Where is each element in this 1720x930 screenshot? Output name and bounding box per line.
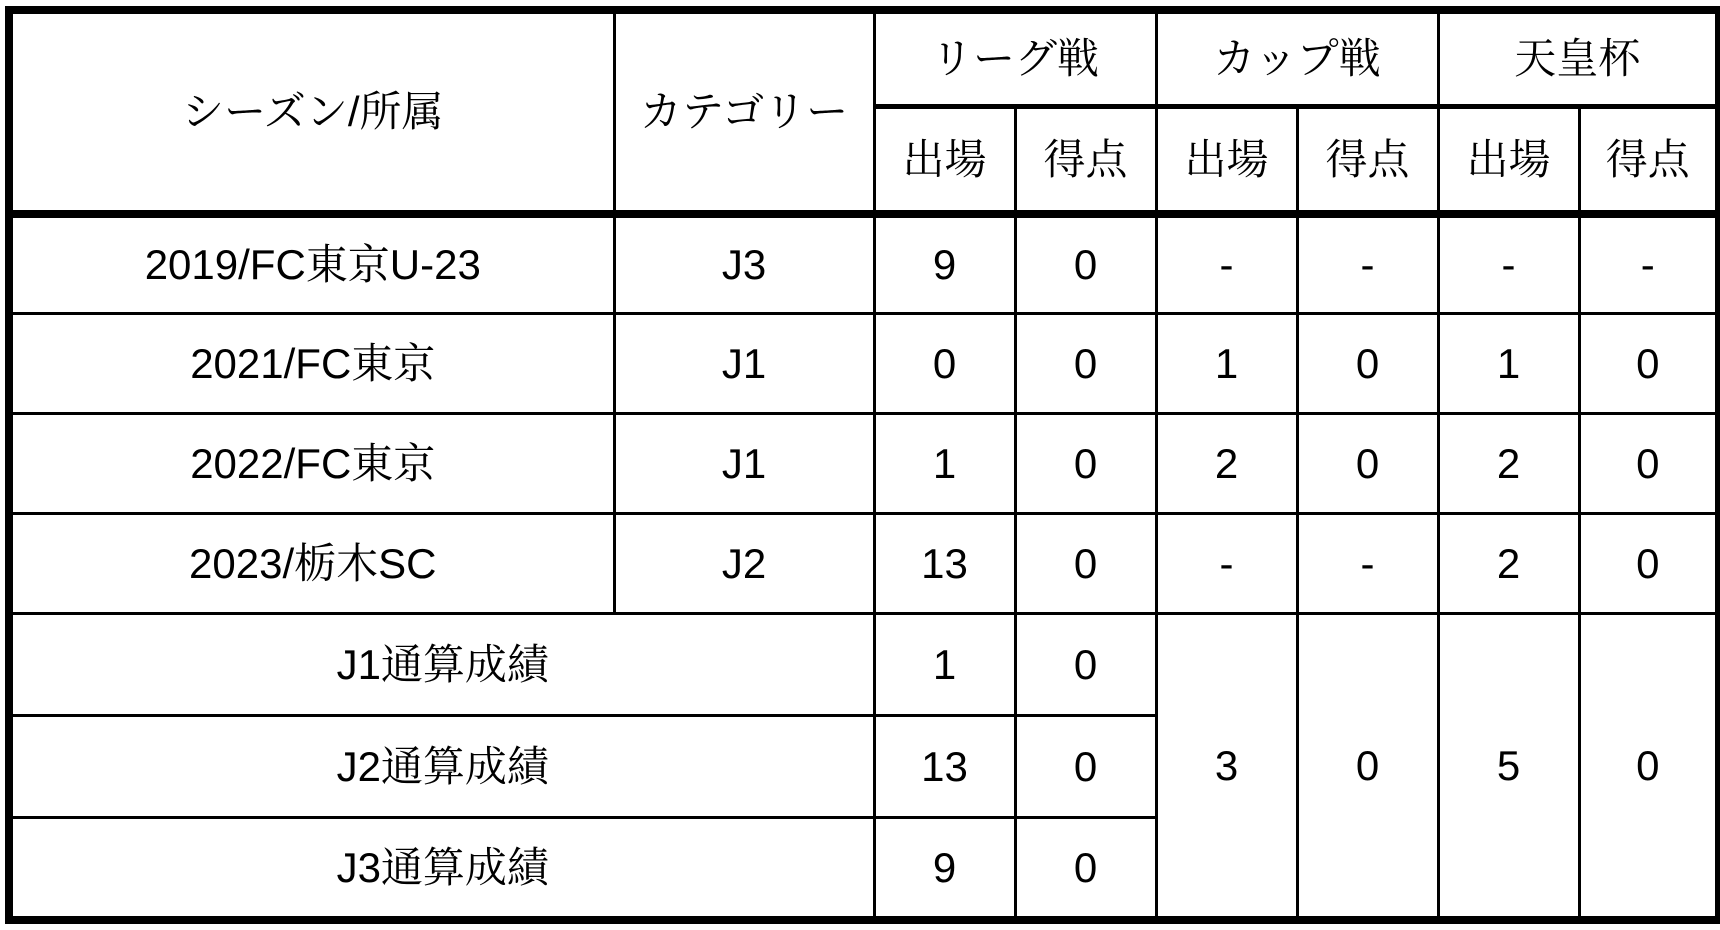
header-cup-goals: 得点 xyxy=(1297,107,1438,214)
cell-total-league-goals: 0 xyxy=(1015,614,1156,716)
cell-league-goals: 0 xyxy=(1015,514,1156,614)
cell-total-league-apps: 13 xyxy=(874,716,1015,818)
cell-emperor-apps: 1 xyxy=(1438,314,1579,414)
player-stats-table xyxy=(5,6,1720,924)
header-emperor-goals: 得点 xyxy=(1579,107,1719,214)
cell-total-label: J2通算成績 xyxy=(9,716,874,818)
header-group-cup: カップ戦 xyxy=(1156,10,1438,107)
header-group-league: リーグ戦 xyxy=(874,10,1156,107)
cell-league-apps: 13 xyxy=(874,514,1015,614)
cell-category: J3 xyxy=(614,214,874,314)
cell-cup-goals: - xyxy=(1297,514,1438,614)
table-row-2022 xyxy=(9,414,1719,514)
cell-emperor-apps: 2 xyxy=(1438,414,1579,514)
cell-league-apps: 9 xyxy=(874,214,1015,314)
cell-season: 2019/FC東京U-23 xyxy=(9,214,614,314)
table-row-2019 xyxy=(9,214,1719,314)
cell-total-emperor-goals: 0 xyxy=(1579,614,1719,920)
cell-category: J1 xyxy=(614,314,874,414)
cell-season: 2023/栃木SC xyxy=(9,514,614,614)
cell-cup-apps: - xyxy=(1156,214,1297,314)
header-season-club: シーズン/所属 xyxy=(9,10,614,214)
cell-emperor-goals: 0 xyxy=(1579,514,1719,614)
cell-cup-apps: 1 xyxy=(1156,314,1297,414)
header-emperor-apps: 出場 xyxy=(1438,107,1579,214)
cell-season: 2021/FC東京 xyxy=(9,314,614,414)
cell-cup-apps: 2 xyxy=(1156,414,1297,514)
cell-cup-goals: 0 xyxy=(1297,414,1438,514)
cell-league-goals: 0 xyxy=(1015,414,1156,514)
cell-total-emperor-apps: 5 xyxy=(1438,614,1579,920)
cell-emperor-apps: 2 xyxy=(1438,514,1579,614)
cell-category: J1 xyxy=(614,414,874,514)
cell-total-league-apps: 9 xyxy=(874,818,1015,920)
cell-total-label: J3通算成績 xyxy=(9,818,874,920)
header-row-groups xyxy=(9,10,1719,107)
cell-league-goals: 0 xyxy=(1015,214,1156,314)
cell-league-apps: 0 xyxy=(874,314,1015,414)
cell-cup-goals: 0 xyxy=(1297,314,1438,414)
cell-season: 2022/FC東京 xyxy=(9,414,614,514)
header-league-goals: 得点 xyxy=(1015,107,1156,214)
cell-emperor-goals: 0 xyxy=(1579,414,1719,514)
table-row-2023 xyxy=(9,514,1719,614)
table-row-2021 xyxy=(9,314,1719,414)
cell-total-cup-apps: 3 xyxy=(1156,614,1297,920)
cell-category: J2 xyxy=(614,514,874,614)
cell-emperor-goals: - xyxy=(1579,214,1719,314)
cell-league-goals: 0 xyxy=(1015,314,1156,414)
cell-total-league-goals: 0 xyxy=(1015,818,1156,920)
cell-cup-apps: - xyxy=(1156,514,1297,614)
cell-emperor-goals: 0 xyxy=(1579,314,1719,414)
cell-total-league-apps: 1 xyxy=(874,614,1015,716)
header-league-apps: 出場 xyxy=(874,107,1015,214)
cell-total-label: J1通算成績 xyxy=(9,614,874,716)
cell-league-apps: 1 xyxy=(874,414,1015,514)
header-cup-apps: 出場 xyxy=(1156,107,1297,214)
cell-total-cup-goals: 0 xyxy=(1297,614,1438,920)
header-group-emperor: 天皇杯 xyxy=(1438,10,1719,107)
cell-emperor-apps: - xyxy=(1438,214,1579,314)
table-row-total-j1 xyxy=(9,614,1719,716)
header-category: カテゴリー xyxy=(614,10,874,214)
cell-cup-goals: - xyxy=(1297,214,1438,314)
cell-total-league-goals: 0 xyxy=(1015,716,1156,818)
